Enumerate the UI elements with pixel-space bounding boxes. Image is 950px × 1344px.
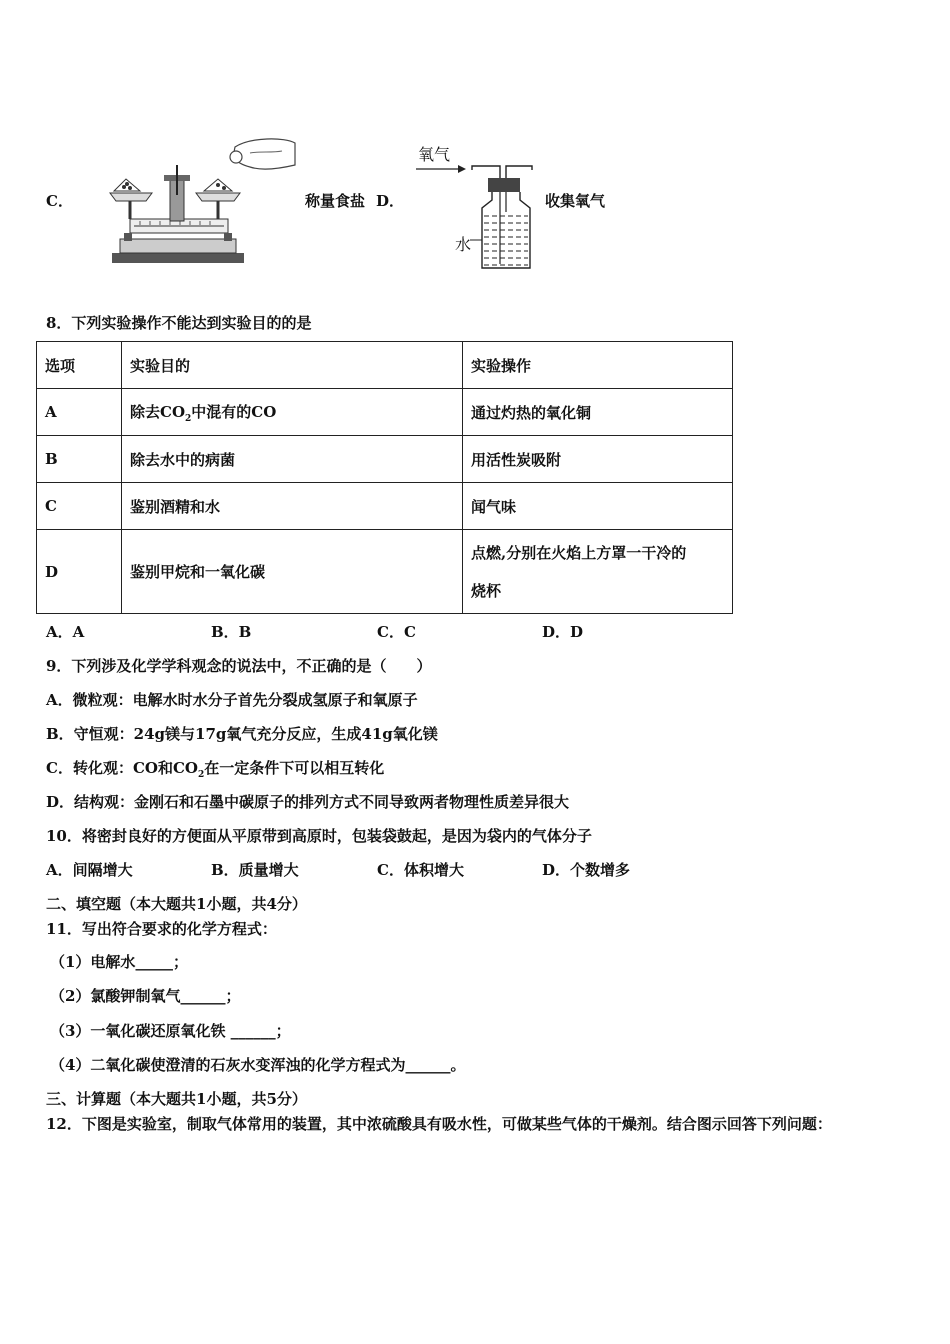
- table-row: [37, 530, 733, 614]
- row-goal: 除去$CO_2$中混有的CO: [122, 389, 463, 436]
- table-row: [37, 436, 733, 483]
- balance-figure: [100, 135, 300, 270]
- question-9-stem: 9．下列涉及化学学科观念的说法中，不正确的是（ ）: [46, 657, 432, 675]
- question-10-stem: 10．将密封良好的方便面从平原带到高原时，包装袋鼓起，是因为袋内的气体分子: [46, 827, 592, 845]
- row-operation: 用活性炭吸附: [463, 436, 733, 483]
- water-label: 水: [455, 235, 472, 254]
- header-option: 选项: [37, 342, 122, 389]
- gas-collection-figure: [410, 160, 540, 275]
- table-row: [37, 389, 733, 436]
- question-8-stem: 8．下列实验操作不能达到实验目的的是: [46, 314, 312, 332]
- q9-option-c: C．转化观：CO和$CO_2$在一定条件下可以相互转化: [46, 759, 385, 780]
- q11-item-1: （1）电解水_____；: [50, 953, 188, 971]
- section-3-heading: 三、计算题（本大题共1小题，共5分）: [46, 1090, 307, 1108]
- row-option: B: [37, 436, 122, 483]
- question-12-stem: 12．下图是实验室，制取气体常用的装置，其中浓硫酸具有吸水性，可做某些气体的干燥剂。结合图示回答下列问题：: [46, 1115, 832, 1133]
- row-option: D: [37, 530, 122, 614]
- option-d-caption: 收集氧气: [545, 192, 606, 210]
- header-operation: 实验操作: [463, 342, 733, 389]
- section-2-heading: 二、填空题（本大题共1小题，共4分）: [46, 895, 307, 913]
- row-operation: 点燃,分别在火焰上方罩一干冷的 烧杯: [463, 530, 733, 614]
- q8-choice-b: B．B: [211, 623, 252, 641]
- q10-choice-d: D．个数增多: [542, 861, 631, 879]
- q11-item-3: （3）一氧化碳还原氧化铁 ______；: [50, 1022, 291, 1040]
- q10-choice-c: C．体积增大: [377, 861, 464, 879]
- q8-choice-a: A．A: [46, 623, 85, 641]
- q10-choice-b: B．质量增大: [211, 861, 299, 879]
- header-goal: 实验目的: [122, 342, 463, 389]
- gas-label: 氧气: [418, 145, 451, 164]
- q11-item-4: （4）二氧化碳使澄清的石灰水变浑浊的化学方程式为______。: [50, 1056, 466, 1074]
- experiment-table: [36, 341, 733, 614]
- table-row: [37, 483, 733, 530]
- option-c-caption: 称量食盐: [305, 192, 366, 210]
- row-operation: 通过灼热的氧化铜: [463, 389, 733, 436]
- option-c-label: C．: [46, 192, 73, 210]
- q8-choice-d: D．D: [542, 623, 584, 641]
- row-goal: 鉴别酒精和水: [122, 483, 463, 530]
- q10-choice-a: A．间隔增大: [46, 861, 133, 879]
- q9-option-a: A．微粒观：电解水时水分子首先分裂成氢原子和氧原子: [46, 691, 418, 709]
- row-goal: 除去水中的病菌: [122, 436, 463, 483]
- q11-item-2: （2）氯酸钾制氧气______；: [50, 987, 241, 1005]
- q8-choice-c: C．C: [377, 623, 416, 641]
- question-11-stem: 11．写出符合要求的化学方程式：: [46, 920, 277, 938]
- option-d-label: D．: [376, 192, 405, 210]
- row-option: A: [37, 389, 122, 436]
- table-header-row: [37, 342, 733, 389]
- row-operation: 闻气味: [463, 483, 733, 530]
- row-option: C: [37, 483, 122, 530]
- q9-option-d: D．结构观：金刚石和石墨中碳原子的排列方式不同导致两者物理性质差异很大: [46, 793, 570, 811]
- q9-option-b: B．守恒观：24g镁与17g氧气充分反应，生成41g氧化镁: [46, 725, 438, 743]
- row-goal: 鉴别甲烷和一氧化碳: [122, 530, 463, 614]
